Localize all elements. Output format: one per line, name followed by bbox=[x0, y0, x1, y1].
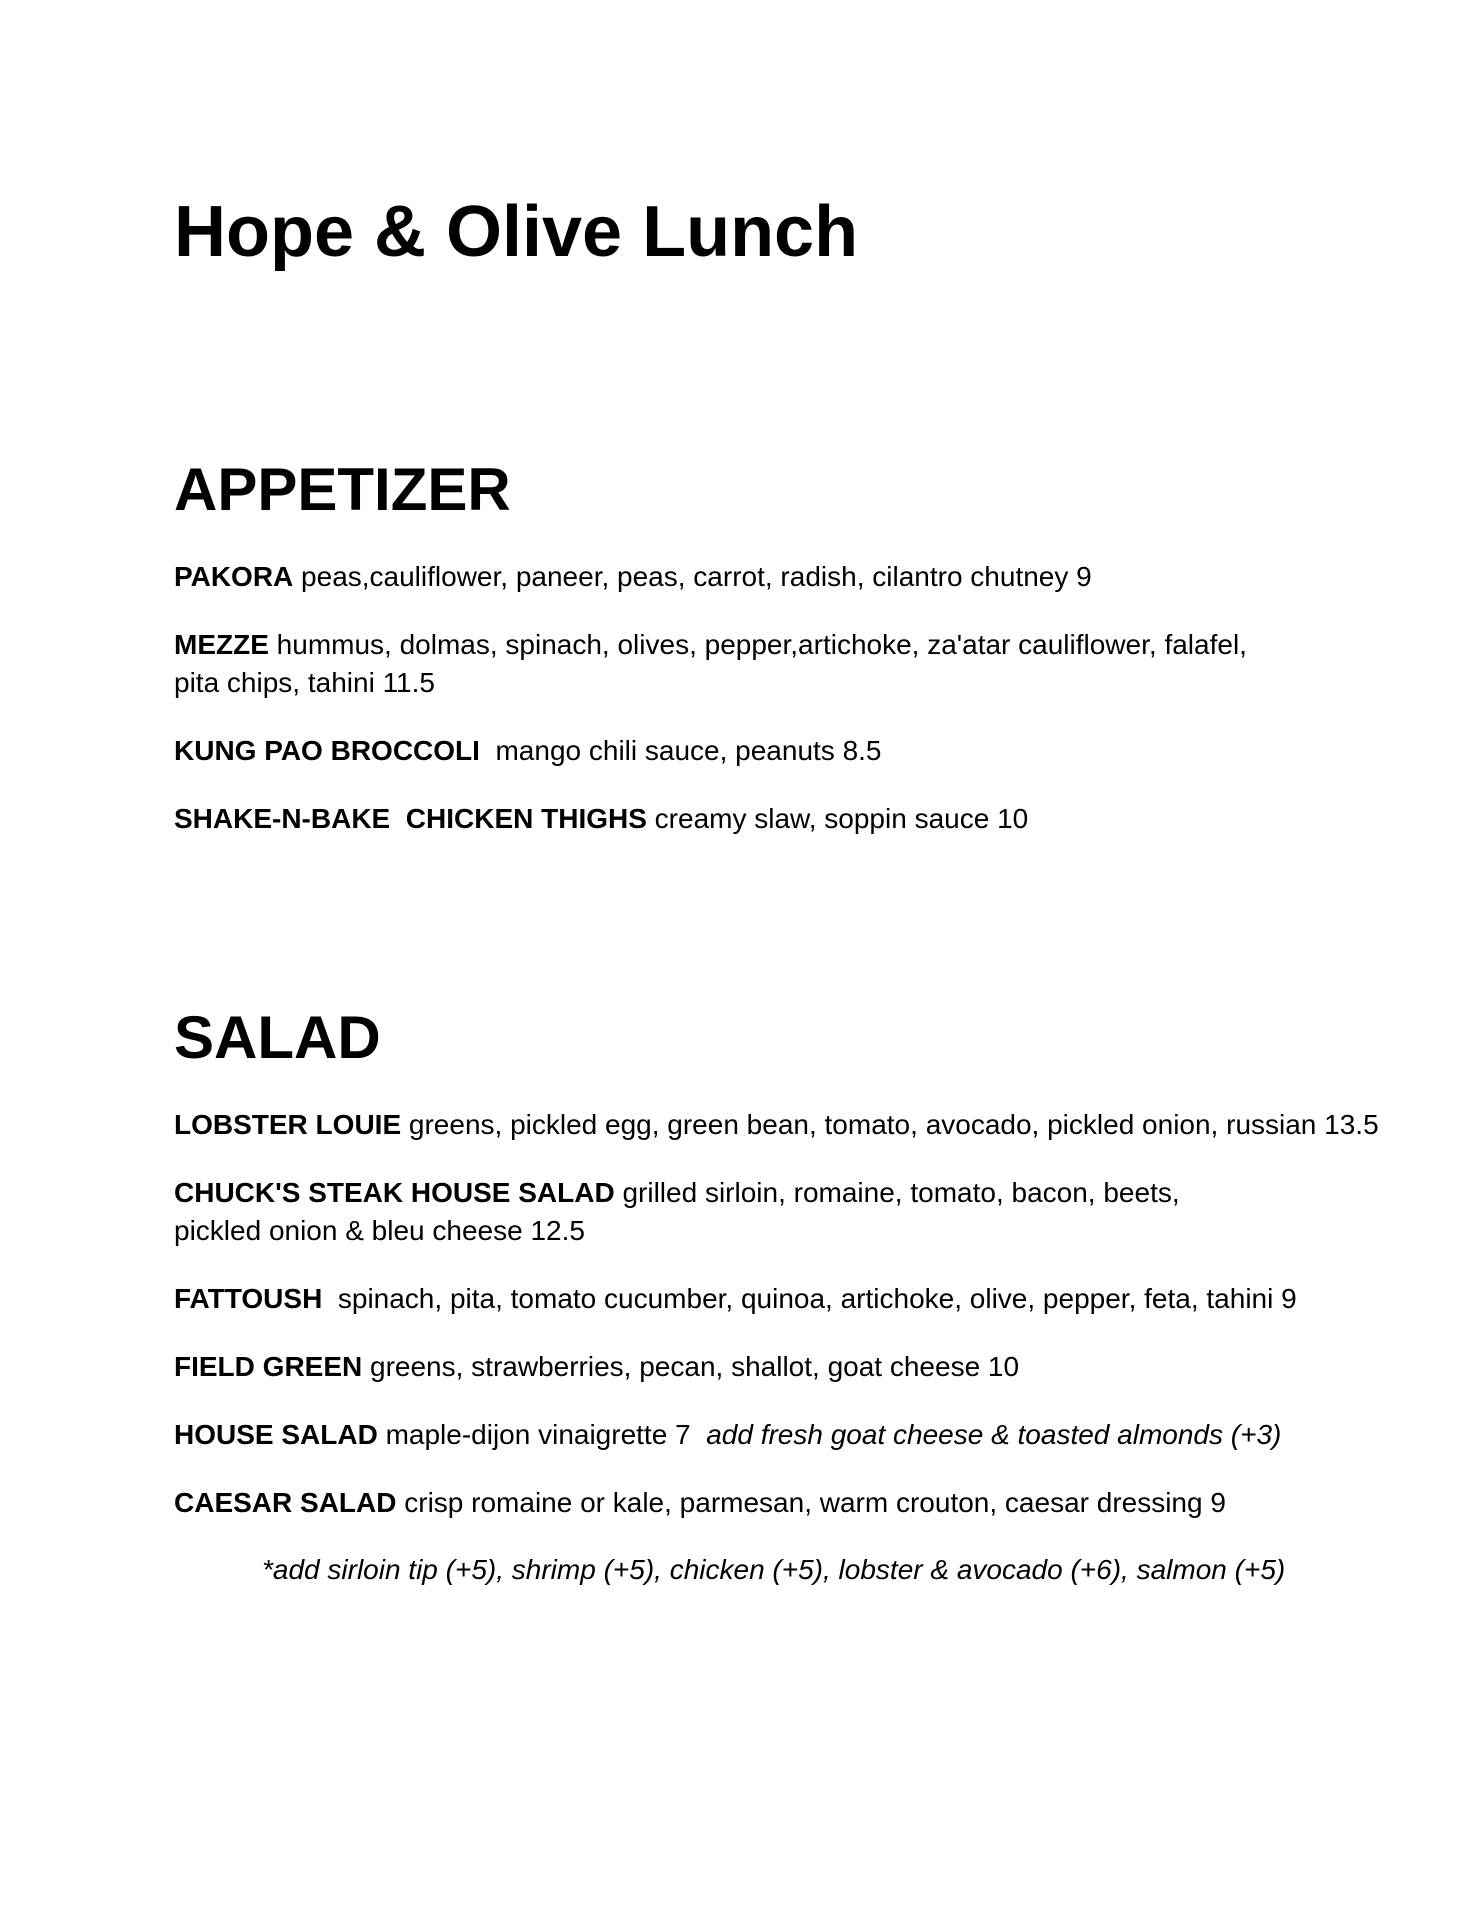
item-description-line2: pickled onion & bleu cheese 12.5 bbox=[174, 1215, 585, 1246]
item-name: CAESAR SALAD bbox=[174, 1487, 397, 1518]
item-name: LOBSTER LOUIE bbox=[174, 1109, 402, 1140]
menu-item-caesar-salad bbox=[174, 1484, 1226, 1522]
menu-item-house-salad bbox=[174, 1416, 1281, 1454]
item-description: greens, strawberries, pecan, shallot, goat cheese 10 bbox=[362, 1351, 1020, 1382]
item-name: SHAKE-N-BAKE CHICKEN THIGHS bbox=[174, 803, 647, 834]
item-description: spinach, pita, tomato cucumber, quinoa, artichoke, olive, pepper, feta, tahini 9 bbox=[322, 1283, 1297, 1314]
item-description: mango chili sauce, peanuts 8.5 bbox=[479, 735, 882, 766]
menu-item-pakora bbox=[174, 558, 1092, 596]
item-description-line2: pita chips, tahini 11.5 bbox=[174, 667, 435, 698]
menu-item-shake-n-bake bbox=[174, 800, 1028, 838]
item-name: CHUCK'S STEAK HOUSE SALAD bbox=[174, 1177, 615, 1208]
item-description: peas,cauliflower, paneer, peas, carrot, radish, cilantro chutney 9 bbox=[293, 561, 1092, 592]
menu-item-chucks-steak-house-salad bbox=[174, 1174, 1180, 1250]
item-description: creamy slaw, soppin sauce 10 bbox=[646, 803, 1029, 834]
section-heading-appetizer: APPETIZER bbox=[174, 456, 511, 523]
salad-addons-footnote: *add sirloin tip (+5), shrimp (+5), chicken (+5), lobster & avocado (+6), salmon (+5) bbox=[262, 1554, 1286, 1585]
menu-item-mezze bbox=[174, 626, 1247, 702]
item-description: hummus, dolmas, spinach, olives, pepper,artichoke, za'atar cauliflower, falafel, bbox=[268, 629, 1247, 660]
item-name: FATTOUSH bbox=[174, 1283, 323, 1314]
item-note: add fresh goat cheese & toasted almonds (+3) bbox=[706, 1419, 1282, 1450]
section-heading-salad: SALAD bbox=[174, 1004, 381, 1071]
item-description: greens, pickled egg, green bean, tomato, avocado, pickled onion, russian 13.5 bbox=[401, 1109, 1379, 1140]
item-name: HOUSE SALAD bbox=[174, 1419, 378, 1450]
item-name: PAKORA bbox=[174, 561, 294, 592]
item-name: MEZZE bbox=[174, 629, 269, 660]
item-description: crisp romaine or kale, parmesan, warm crouton, caesar dressing 9 bbox=[396, 1487, 1226, 1518]
menu-item-fattoush bbox=[174, 1280, 1297, 1318]
menu-title: Hope & Olive Lunch bbox=[174, 192, 859, 272]
item-description: maple-dijon vinaigrette 7 bbox=[377, 1419, 707, 1450]
menu-item-kung-pao-broccoli bbox=[174, 732, 882, 770]
item-name: FIELD GREEN bbox=[174, 1351, 363, 1382]
item-name: KUNG PAO BROCCOLI bbox=[174, 735, 480, 766]
item-description: grilled sirloin, romaine, tomato, bacon, beets, bbox=[614, 1177, 1180, 1208]
menu-item-field-green bbox=[174, 1348, 1019, 1386]
menu-item-lobster-louie bbox=[174, 1106, 1379, 1144]
